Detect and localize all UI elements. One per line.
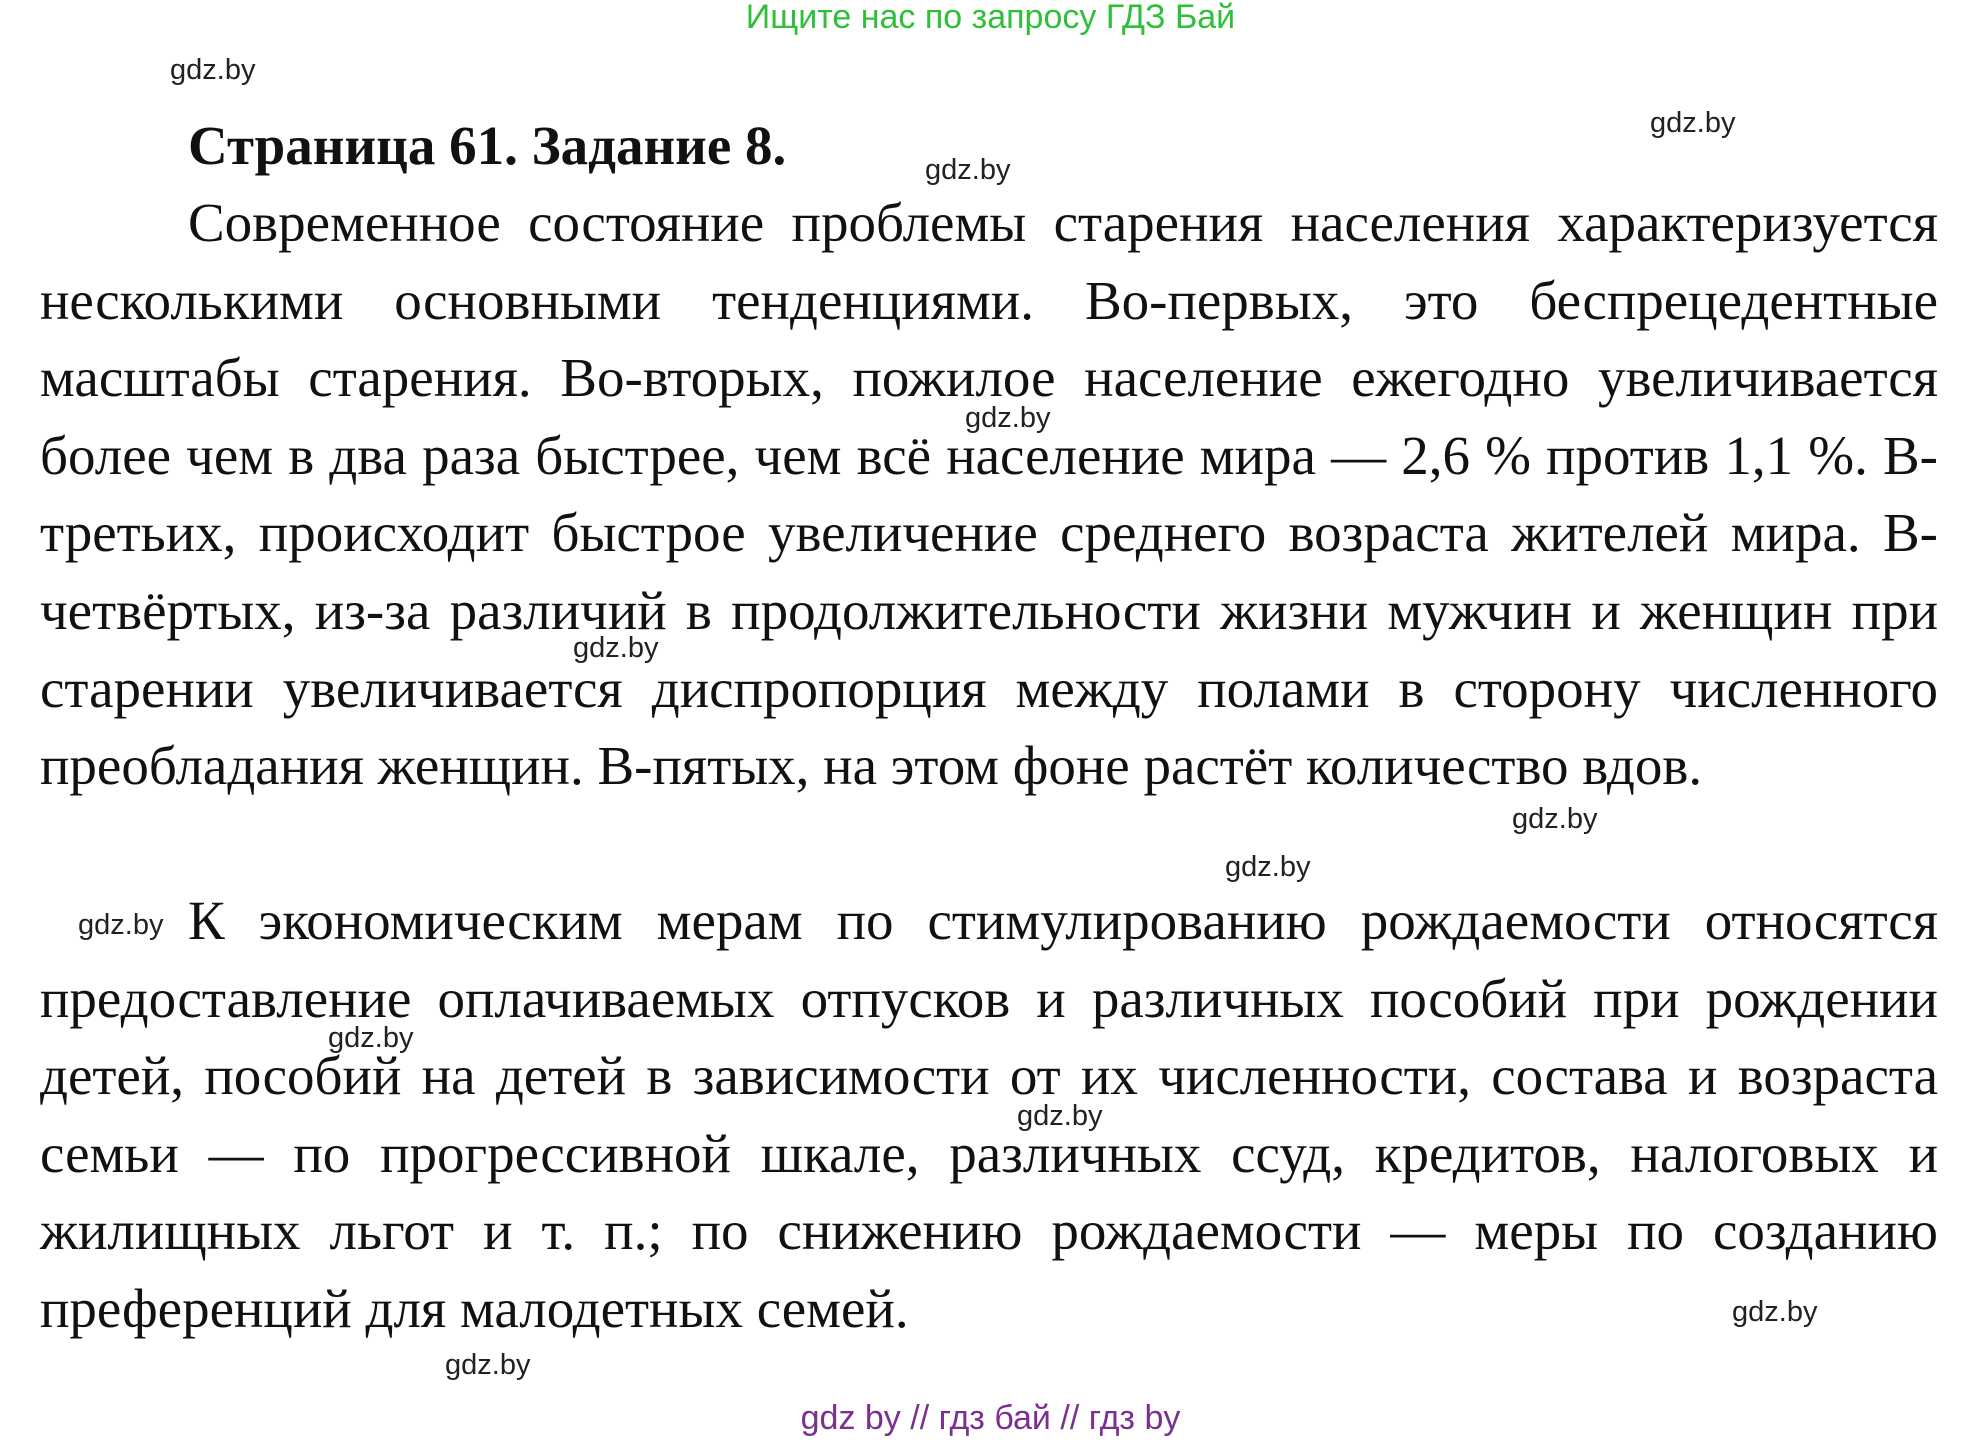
watermark: gdz.by xyxy=(328,1022,414,1054)
watermark: gdz.by xyxy=(1225,851,1311,883)
watermark: gdz.by xyxy=(78,909,164,941)
watermark: gdz.by xyxy=(1732,1296,1818,1328)
paragraph-1: Современное состояние проблемы старения населения характеризуется несколькими основными тенденциями. Во-первых, это беспрецедентные масштабы старения. Во-вторых, пожилое население ежегодно увеличивается более чем в два раза быстрее, чем всё население мира — 2,6 % против 1,1 %. В-третьих, происходит быстрое увеличение среднего возраста жителей мира. В-четвёртых, из-за различий в продолжительности жизни мужчин и женщин при старении увеличивается диспропорция между полами в сторону численного преобладания женщин. В-пятых, на этом фоне растёт количество вдов. xyxy=(40,192,1938,797)
watermark: gdz.by xyxy=(573,632,659,664)
paragraph-2: К экономическим мерам по стимулированию рождаемости относятся предоставление оплачиваемых отпусков и различных пособий при рождении детей, пособий на детей в зависимости от их численности, состава и возраста семьи — по прогрессивной шкале, различных ссуд, кредитов, налоговых и жилищных льгот и т. п.; по снижению рождаемости — меры по созданию преференций для малодетных семей. xyxy=(40,890,1938,1339)
watermark: gdz.by xyxy=(170,54,256,86)
watermark: gdz.by xyxy=(965,402,1051,434)
top-banner: Ищите нас по запросу ГДЗ Бай xyxy=(745,0,1236,36)
watermark: gdz.by xyxy=(1650,107,1736,139)
page-title: Страница 61. Задание 8. xyxy=(188,115,787,176)
watermark: gdz.by xyxy=(1017,1100,1103,1132)
footer-links: gdz by // гдз бай // гдз by xyxy=(800,1399,1181,1437)
watermark: gdz.by xyxy=(925,154,1011,186)
watermark: gdz.by xyxy=(1512,803,1598,835)
watermark: gdz.by xyxy=(445,1349,531,1381)
